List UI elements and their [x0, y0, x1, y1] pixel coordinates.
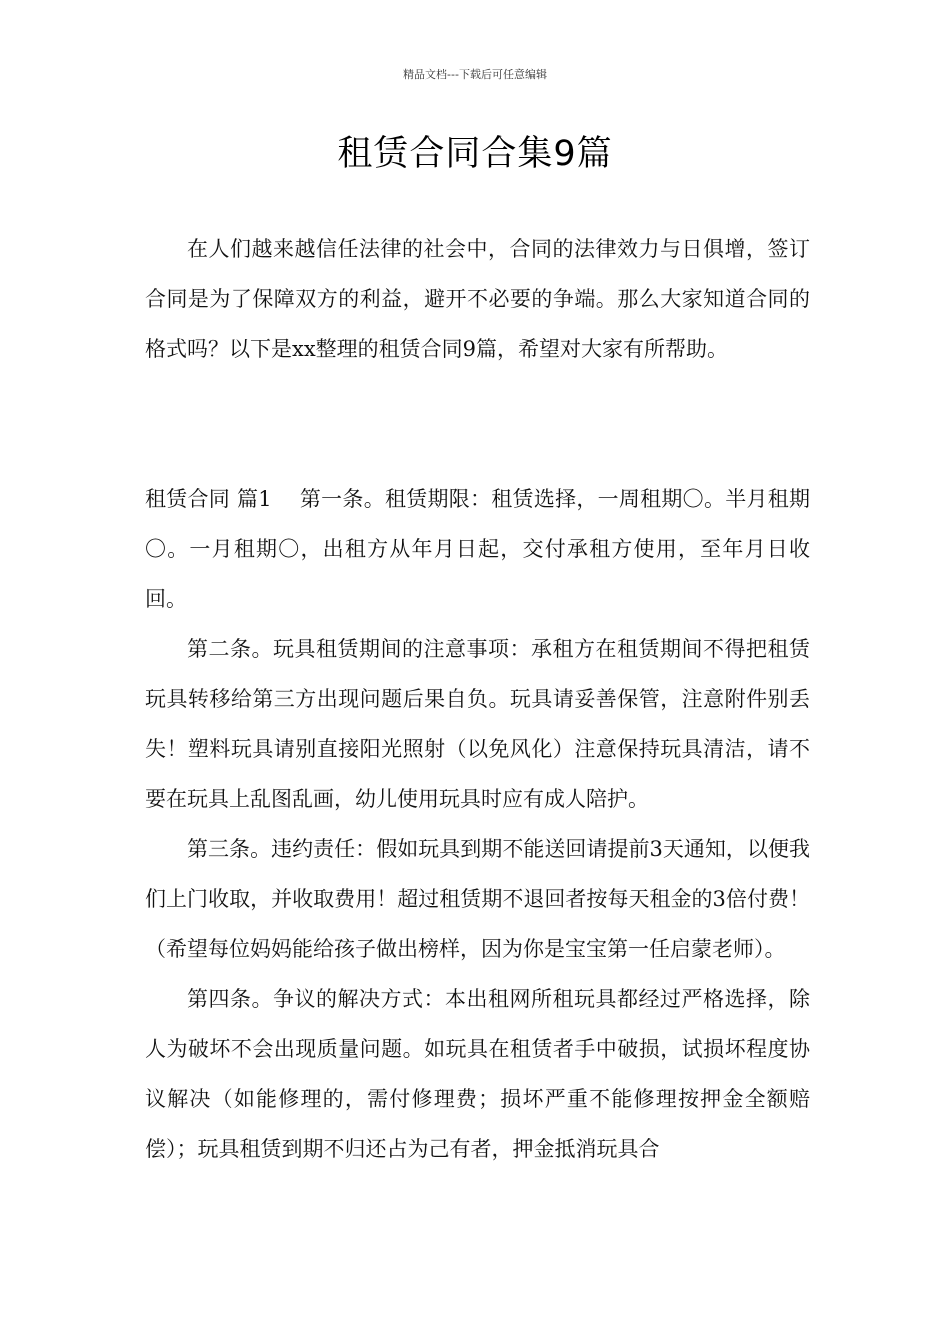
article-3: 第三条。违约责任：假如玩具到期不能送回请提前3天通知，以便我们上门收取，并收取费用！超过租赁期不退回者按每天租金的3倍付费！（希望每位妈妈能给孩子做出榜样，因为你是宝宝第一任启蒙老师）。: [145, 837, 810, 961]
article-2: 第二条。玩具租赁期间的注意事项：承租方在租赁期间不得把租赁玩具转移给第三方出现问题后果自负。玩具请妥善保管，注意附件别丢失！塑料玩具请别直接阳光照射（以免风化）注意保持玩具清洁，请不要在玩具上乱图乱画，幼儿使用玩具时应有成人陪护。: [145, 637, 810, 811]
document-title: 租赁合同合集9篇: [337, 134, 613, 174]
page-header: 精品文档---下载后可任意编辑: [403, 68, 547, 81]
contract-articles: [145, 474, 810, 1174]
intro-paragraph: [145, 224, 810, 374]
intro-text: 在人们越来越信任法律的社会中，合同的法律效力与日俱增，签订合同是为了保障双方的利益，避开不必要的争端。那么大家知道合同的格式吗？以下是xx整理的租赁合同9篇，希望对大家有所帮助。: [145, 237, 810, 361]
article-4: 第四条。争议的解决方式：本出租网所租玩具都经过严格选择，除人为破坏不会出现质量问题。如玩具在租赁者手中破损，试损坏程度协议解决（如能修理的，需付修理费；损坏严重不能修理按押金全额赔偿）；玩具租赁到期不归还占为己有者，押金抵消玩具合: [145, 987, 810, 1161]
article-1: [145, 474, 810, 624]
section-heading: 租赁合同 篇1: [145, 487, 272, 511]
article-1-text: 第一条。租赁期限：租赁选择，一周租期〇。半月租期〇。一月租期〇，出租方从年月日起，交付承租方使用，至年月日收回。: [145, 487, 811, 611]
